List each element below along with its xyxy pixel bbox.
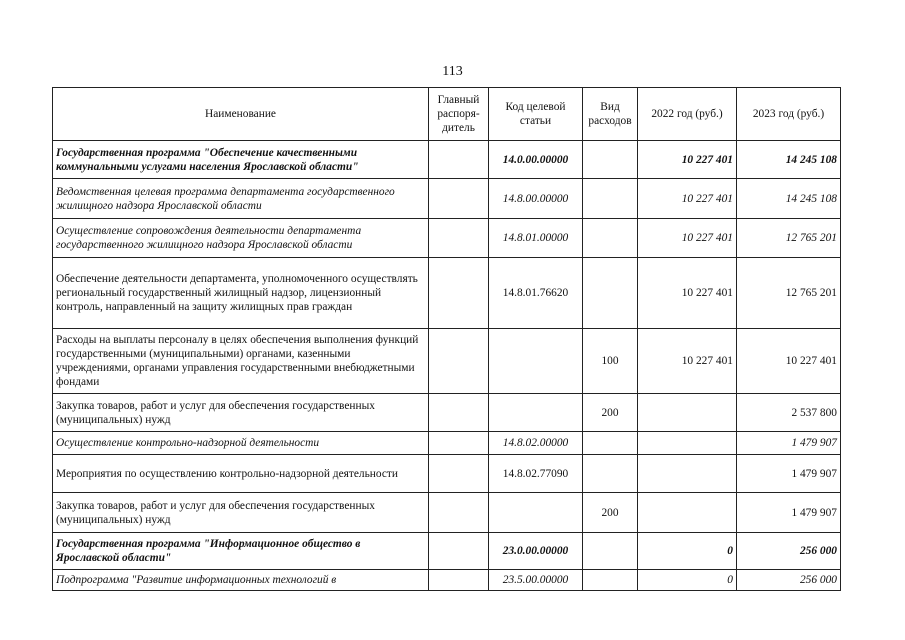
row-code: 14.8.01.76620: [489, 258, 583, 329]
table-row: [53, 329, 841, 394]
row-2022: [638, 432, 737, 455]
row-admin: [429, 533, 489, 570]
row-type: [583, 570, 638, 591]
table-row: [53, 394, 841, 432]
row-name: Закупка товаров, работ и услуг для обеспечения государственных (муниципальных) нужд: [53, 394, 429, 432]
row-type: [583, 455, 638, 493]
table-row: [53, 432, 841, 455]
row-name: Мероприятия по осуществлению контрольно-надзорной деятельности: [53, 455, 429, 493]
row-2023: 2 537 800: [737, 394, 841, 432]
row-2023: 12 765 201: [737, 219, 841, 258]
row-2022: 0: [638, 570, 737, 591]
header-row: [53, 88, 841, 141]
row-type: 200: [583, 493, 638, 533]
table-row: [53, 179, 841, 219]
row-name: Обеспечение деятельности департамента, уполномоченного осуществлять региональный государственный жилищный надзор, лицензионный контроль, направленный на защиту жилищных прав граждан: [53, 258, 429, 329]
table-row: [53, 570, 841, 591]
row-2023: 1 479 907: [737, 455, 841, 493]
row-admin: [429, 141, 489, 179]
table-row: [53, 455, 841, 493]
row-name: Расходы на выплаты персоналу в целях обеспечения выполнения функций государственными (муниципальными) органами, казенными учреждениями, органами управления государственными внебюджетными фондами: [53, 329, 429, 394]
row-code: 14.8.01.00000: [489, 219, 583, 258]
row-type: 100: [583, 329, 638, 394]
row-admin: [429, 179, 489, 219]
row-code: 14.8.00.00000: [489, 179, 583, 219]
row-name: Закупка товаров, работ и услуг для обеспечения государственных (муниципальных) нужд: [53, 493, 429, 533]
row-type: [583, 219, 638, 258]
header-type: Вид расходов: [583, 88, 638, 141]
row-admin: [429, 394, 489, 432]
row-2022: [638, 493, 737, 533]
page-number: 113: [442, 64, 463, 79]
row-2022: [638, 394, 737, 432]
row-admin: [429, 258, 489, 329]
row-2023: 12 765 201: [737, 258, 841, 329]
row-2023: 1 479 907: [737, 432, 841, 455]
row-2023: 10 227 401: [737, 329, 841, 394]
row-2022: [638, 455, 737, 493]
header-admin: Главный распоря-дитель: [429, 88, 489, 141]
budget-table: [52, 87, 841, 591]
row-type: [583, 258, 638, 329]
row-type: [583, 179, 638, 219]
row-code: 23.0.00.00000: [489, 533, 583, 570]
table-row: [53, 141, 841, 179]
header-2022: 2022 год (руб.): [638, 88, 737, 141]
row-code: 14.8.02.00000: [489, 432, 583, 455]
row-name: Осуществление контрольно-надзорной деятельности: [53, 432, 429, 455]
row-admin: [429, 493, 489, 533]
row-name: Государственная программа "Информационное общество в Ярославской области": [53, 533, 429, 570]
row-2023: 14 245 108: [737, 179, 841, 219]
row-2023: 256 000: [737, 570, 841, 591]
row-code: [489, 329, 583, 394]
row-name: Подпрограмма "Развитие информационных технологий в: [53, 570, 429, 591]
row-type: [583, 533, 638, 570]
row-2022: 10 227 401: [638, 329, 737, 394]
row-2023: 256 000: [737, 533, 841, 570]
row-admin: [429, 570, 489, 591]
row-name: Осуществление сопровождения деятельности департамента государственного жилищного надзора Ярославской области: [53, 219, 429, 258]
table-row: [53, 258, 841, 329]
row-2022: 0: [638, 533, 737, 570]
row-2022: 10 227 401: [638, 258, 737, 329]
row-code: 14.8.02.77090: [489, 455, 583, 493]
row-code: 14.0.00.00000: [489, 141, 583, 179]
row-code: [489, 394, 583, 432]
row-type: 200: [583, 394, 638, 432]
header-name: Наименование: [53, 88, 429, 141]
table-row: [53, 493, 841, 533]
row-admin: [429, 432, 489, 455]
header-code: Код целевой статьи: [489, 88, 583, 141]
table-row: [53, 219, 841, 258]
row-2022: 10 227 401: [638, 219, 737, 258]
row-2022: 10 227 401: [638, 179, 737, 219]
header-2023: 2023 год (руб.): [737, 88, 841, 141]
row-2023: 1 479 907: [737, 493, 841, 533]
row-2023: 14 245 108: [737, 141, 841, 179]
row-2022: 10 227 401: [638, 141, 737, 179]
row-admin: [429, 219, 489, 258]
row-type: [583, 432, 638, 455]
row-code: [489, 493, 583, 533]
table-row: [53, 533, 841, 570]
row-admin: [429, 455, 489, 493]
row-code: 23.5.00.00000: [489, 570, 583, 591]
row-admin: [429, 329, 489, 394]
row-type: [583, 141, 638, 179]
row-name: Ведомственная целевая программа департамента государственного жилищного надзора Ярославской области: [53, 179, 429, 219]
row-name: Государственная программа "Обеспечение качественными коммунальными услугами населения Ярославской области": [53, 141, 429, 179]
